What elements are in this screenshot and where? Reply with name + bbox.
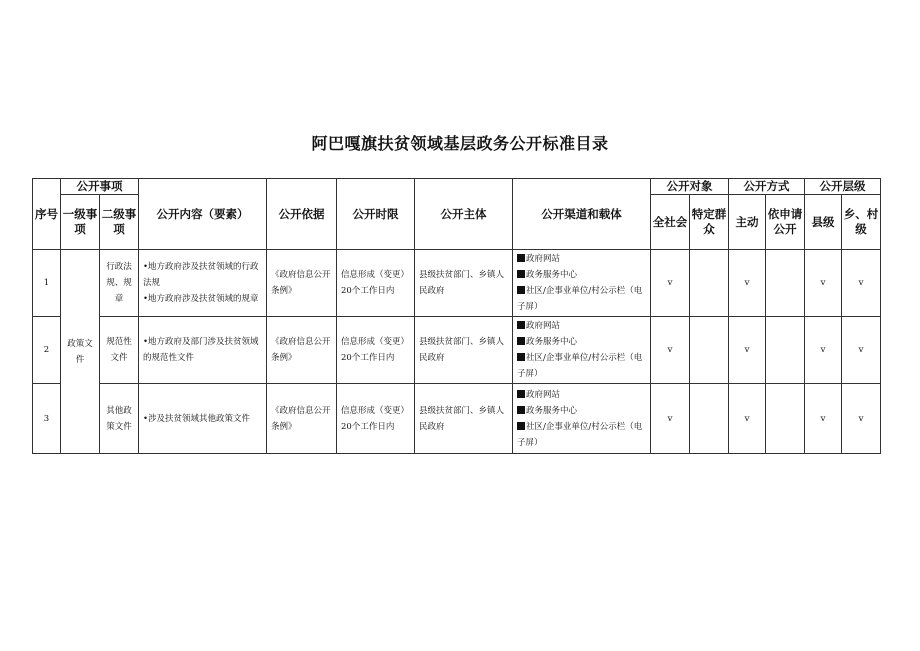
checkbox-filled-icon [517, 321, 525, 329]
row-all-society: v [651, 384, 690, 454]
row-township: v [842, 250, 881, 317]
row-basis: 《政府信息公开条例》 [267, 250, 337, 317]
header-county: 县级 [805, 195, 842, 250]
checkbox-filled-icon [517, 422, 525, 430]
channel-item: 社区/企事业单位/村公示栏（电子屏） [517, 421, 643, 448]
row-specific [690, 317, 729, 384]
header-seq: 序号 [33, 179, 61, 250]
header-on-request: 依申请公开 [766, 195, 805, 250]
content-line: •地方政府涉及扶贫领域的行政法规 [143, 262, 259, 288]
checkbox-filled-icon [517, 353, 525, 361]
table-row [33, 384, 881, 454]
row-on-request [766, 250, 805, 317]
channel-item: 政务服务中心 [526, 337, 578, 347]
row-specific [690, 384, 729, 454]
row-level2: 其他政策文件 [100, 384, 139, 454]
row-county: v [805, 250, 842, 317]
header-content: 公开内容（要素） [139, 179, 267, 250]
row-subject: 县级扶贫部门、乡镇人民政府 [415, 317, 513, 384]
header-items: 公开事项 [61, 179, 139, 195]
channel-item: 政府网站 [526, 254, 561, 264]
header-level: 公开层级 [805, 179, 881, 195]
content-line: •地方政府涉及扶贫领域的规章 [143, 294, 259, 304]
checkbox-filled-icon [517, 337, 525, 345]
page-title: 阿巴嘎旗扶贫领域基层政务公开标准目录 [311, 134, 609, 153]
row-time: 信息形成（变更）20个工作日内 [337, 384, 415, 454]
row-level2: 行政法规、规章 [100, 250, 139, 317]
header-township: 乡、村级 [842, 195, 881, 250]
table-row [33, 250, 881, 317]
content-line: •地方政府及部门涉及扶贫领域的规范性文件 [143, 337, 259, 363]
row-seq: 2 [33, 317, 61, 384]
header-subject: 公开主体 [415, 179, 513, 250]
channel-item: 政府网站 [526, 321, 561, 331]
row-content [139, 317, 267, 384]
row-seq: 1 [33, 250, 61, 317]
row-township: v [842, 317, 881, 384]
channel-item: 政府网站 [526, 389, 561, 400]
row-township: v [842, 384, 881, 454]
channel-item: 政务服务中心 [526, 270, 578, 280]
row-channels [513, 317, 651, 384]
checkbox-filled-icon [517, 390, 525, 398]
header-basis: 公开依据 [267, 179, 337, 250]
row-level2: 规范性文件 [100, 317, 139, 384]
row-subject: 县级扶贫部门、乡镇人民政府 [415, 250, 513, 317]
row-basis: 《政府信息公开条例》 [267, 384, 337, 454]
header-active: 主动 [729, 195, 766, 250]
table-row [33, 317, 881, 384]
channel-item: 政务服务中心 [526, 405, 578, 416]
group-cell: 政策文件 [61, 250, 100, 454]
header-level2: 二级事项 [100, 195, 139, 250]
row-time: 信息形成（变更）20个工作日内 [337, 250, 415, 317]
channel-item: 社区/企事业单位/村公示栏（电子屏） [517, 353, 643, 379]
checkbox-filled-icon [517, 254, 525, 262]
row-county: v [805, 384, 842, 454]
row-content [139, 250, 267, 317]
header-specific: 特定群众 [690, 195, 729, 250]
content-line: •涉及扶贫领域其他政策文件 [143, 413, 251, 424]
row-time: 信息形成（变更）20个工作日内 [337, 317, 415, 384]
row-county: v [805, 317, 842, 384]
row-content [139, 384, 267, 454]
row-subject: 县级扶贫部门、乡镇人民政府 [415, 384, 513, 454]
header-method: 公开方式 [729, 179, 805, 195]
row-specific [690, 250, 729, 317]
catalog-table [32, 178, 881, 454]
header-all-society: 全社会 [651, 195, 690, 250]
row-active: v [729, 384, 766, 454]
row-seq: 3 [33, 384, 61, 454]
row-active: v [729, 317, 766, 384]
header-audience: 公开对象 [651, 179, 729, 195]
row-basis: 《政府信息公开条例》 [267, 317, 337, 384]
channel-item: 社区/企事业单位/村公示栏（电子屏） [517, 286, 643, 312]
header-channel: 公开渠道和载体 [513, 179, 651, 250]
header-time: 公开时限 [337, 179, 415, 250]
row-all-society: v [651, 250, 690, 317]
row-all-society: v [651, 317, 690, 384]
row-on-request [766, 317, 805, 384]
row-on-request [766, 384, 805, 454]
checkbox-filled-icon [517, 406, 525, 414]
row-channels [513, 384, 651, 454]
header-level1: 一级事项 [61, 195, 100, 250]
row-channels [513, 250, 651, 317]
row-active: v [729, 250, 766, 317]
checkbox-filled-icon [517, 270, 525, 278]
checkbox-filled-icon [517, 286, 525, 294]
